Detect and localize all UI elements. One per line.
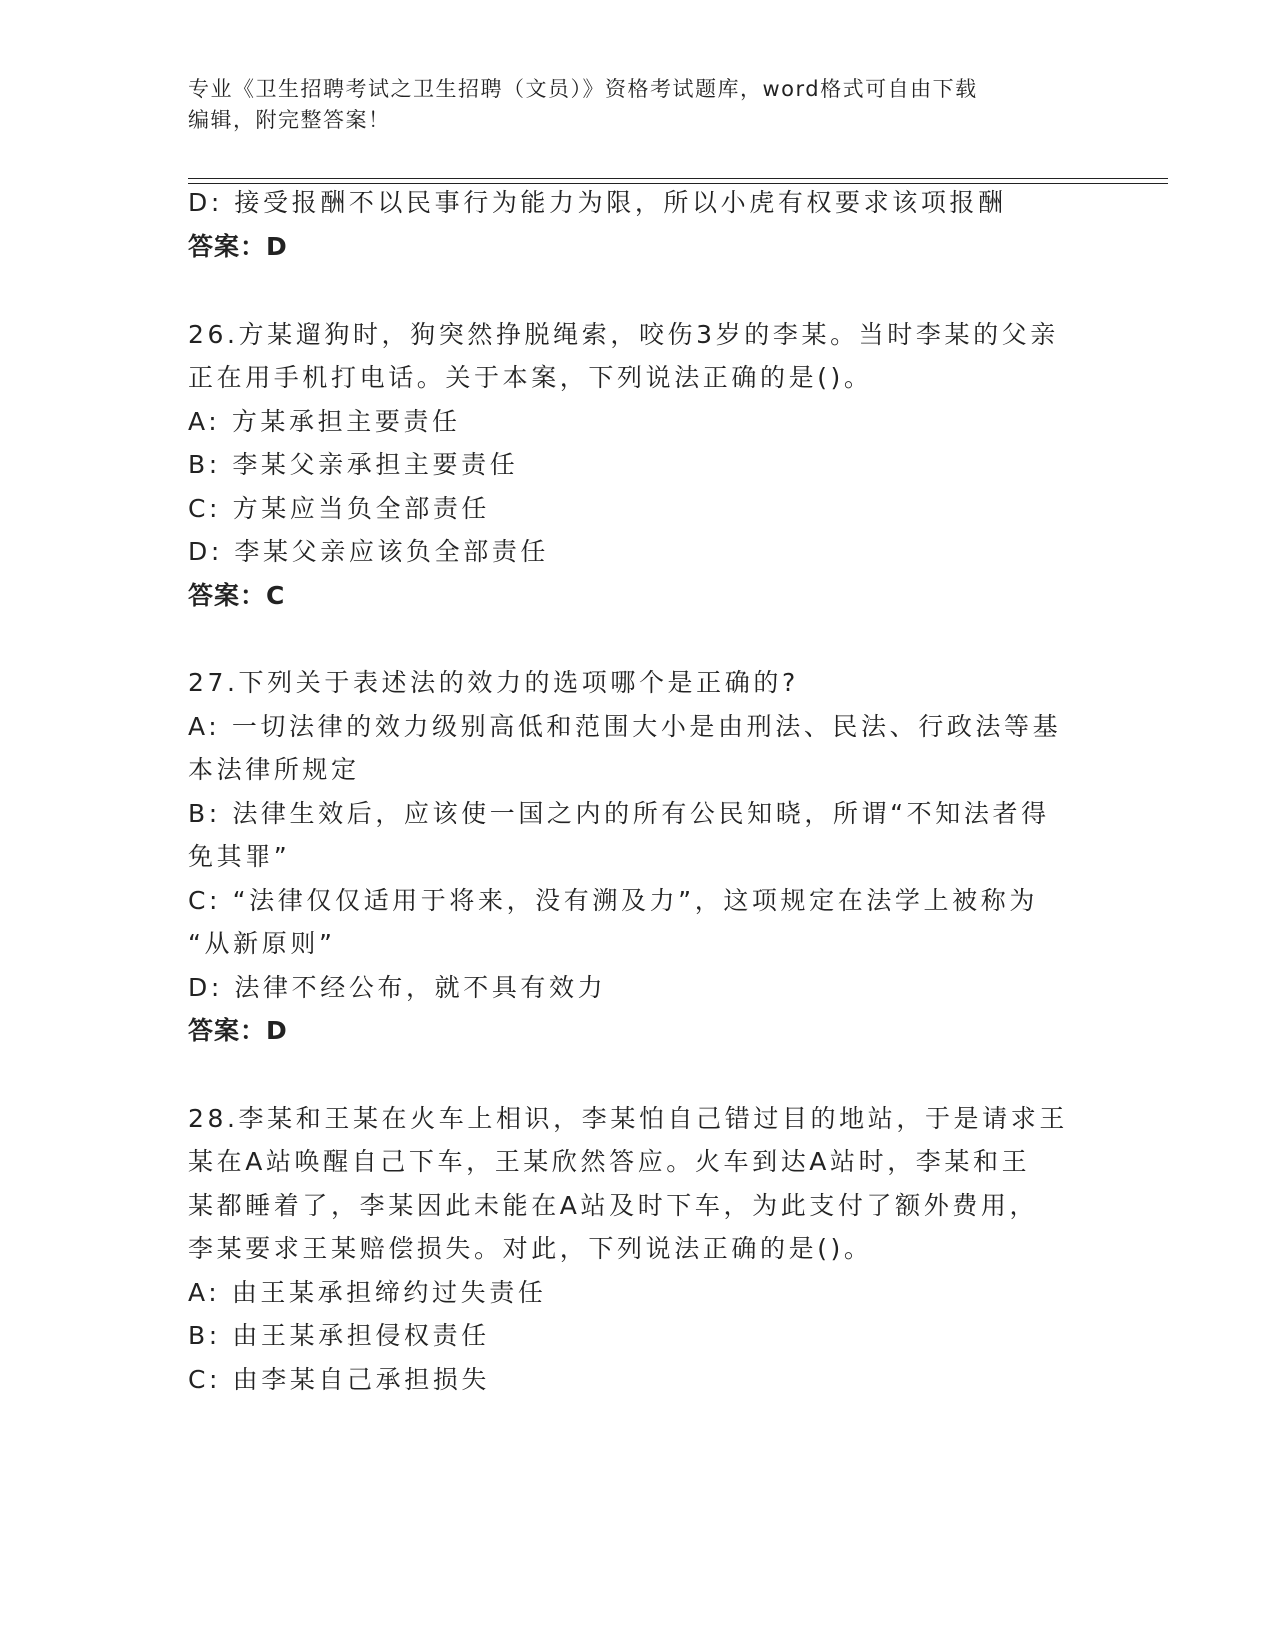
q27-option-d: D: 法律不经公布，就不具有效力 [188,973,607,1002]
q28-option-c: C: 由李某自己承担损失 [188,1365,491,1394]
q27-option-c-line-1: C: “法律仅仅适用于将来，没有溯及力”，这项规定在法学上被称为 [188,886,1038,915]
q26-stem-line-1: 26.方某遛狗时，狗突然挣脱绳索，咬伤3岁的李某。当时李某的父亲 [188,320,1059,349]
header-line-2: 编辑，附完整答案！ [188,108,391,132]
q28-stem-line-1: 28.李某和王某在火车上相识，李某怕自己错过目的地站，于是请求王 [188,1104,1068,1133]
q28-stem-line-3: 某都睡着了，李某因此未能在A站及时下车，为此支付了额外费用， [188,1191,1039,1220]
q26-option-d: D: 李某父亲应该负全部责任 [188,537,550,566]
q26-answer: 答案：C [188,581,286,610]
q27-option-c-line-2: “从新原则” [188,929,336,958]
q27-stem: 27.下列关于表述法的效力的选项哪个是正确的? [188,668,799,697]
q25-option-d: D: 接受报酬不以民事行为能力为限，所以小虎有权要求该项报酬 [188,188,1007,217]
q26-option-b: B: 李某父亲承担主要责任 [188,450,519,479]
q27-option-a-line-2: 本法律所规定 [188,755,360,784]
q27-option-b-line-2: 免其罪” [188,842,291,871]
q28-stem-line-4: 李某要求王某赔偿损失。对此，下列说法正确的是()。 [188,1234,873,1263]
q26-option-a: A: 方某承担主要责任 [188,407,461,436]
q26-stem-line-2: 正在用手机打电话。关于本案，下列说法正确的是()。 [188,363,873,392]
q27-option-b-line-1: B: 法律生效后，应该使一国之内的所有公民知晓，所谓“不知法者得 [188,799,1050,828]
document-header [188,74,1088,136]
header-line-1: 专业《卫生招聘考试之卫生招聘（文员）》资格考试题库，word格式可自由下载 [188,77,978,101]
q27-answer: 答案：D [188,1016,288,1045]
q28-option-b: B: 由王某承担侵权责任 [188,1321,490,1350]
q28-stem-line-2: 某在A站唤醒自己下车，王某欣然答应。火车到达A站时，李某和王 [188,1147,1031,1176]
header-divider-bottom [188,183,1168,184]
q28-option-a: A: 由王某承担缔约过失责任 [188,1278,547,1307]
header-divider-top [188,178,1168,179]
q27-option-a-line-1: A: 一切法律的效力级别高低和范围大小是由刑法、民法、行政法等基 [188,712,1062,741]
q26-option-c: C: 方某应当负全部责任 [188,494,491,523]
q25-answer: 答案：D [188,232,288,261]
